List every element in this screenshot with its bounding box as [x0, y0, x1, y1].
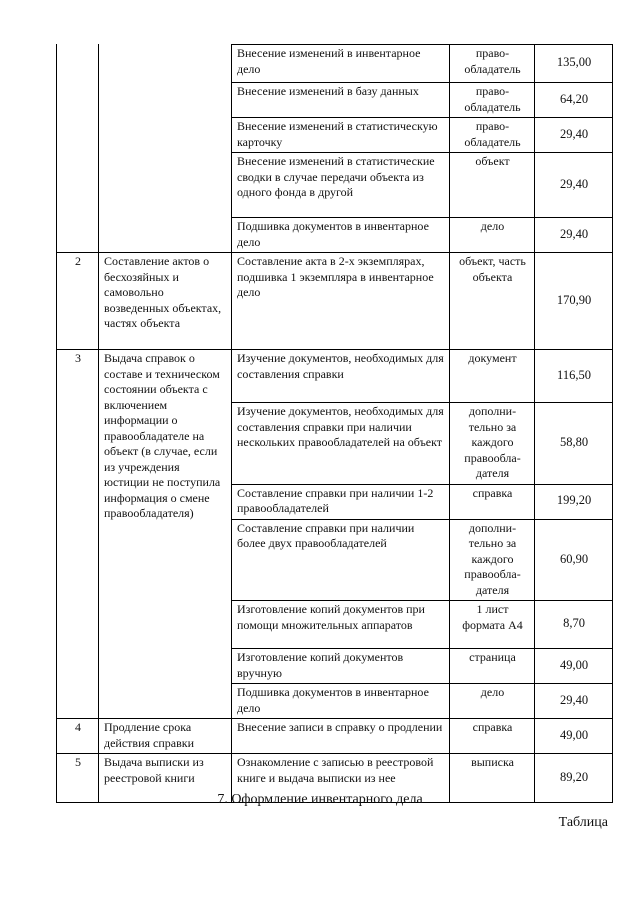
- price-cell: 49,00: [535, 719, 613, 754]
- unit-cell: дело: [450, 218, 535, 253]
- price-cell: 29,40: [535, 118, 613, 153]
- operation-cell: Внесение изменений в инвентарное дело: [232, 45, 450, 83]
- price-cell: 29,40: [535, 218, 613, 253]
- price-cell: 49,00: [535, 649, 613, 684]
- operation-cell: Ознакомление с записью в реестровой книге и выдача выписки из нее: [232, 754, 450, 803]
- price-cell: 89,20: [535, 754, 613, 803]
- operation-cell: Изготовление копий документов при помощи множительных аппаратов: [232, 601, 450, 649]
- price-cell: 199,20: [535, 484, 613, 519]
- table-row: [57, 253, 613, 350]
- section-caption: 7. Оформление инвентарного дела: [217, 792, 423, 807]
- operation-cell: Изготовление копий документов вручную: [232, 649, 450, 684]
- operation-cell: Составление акта в 2-х экземплярах, подшивка 1 экземпляра в инвентарное дело: [232, 253, 450, 350]
- service-cell: Выдача выписки из реестровой книги: [99, 754, 232, 803]
- unit-cell: справка: [450, 719, 535, 754]
- unit-cell: объект: [450, 153, 535, 218]
- unit-cell: документ: [450, 350, 535, 403]
- table-row: [57, 719, 613, 754]
- operation-cell: Составление справки при наличии 1-2 правообладателей: [232, 484, 450, 519]
- price-cell: 170,90: [535, 253, 613, 350]
- row-number-cell: 5: [57, 754, 99, 803]
- table-row: [57, 350, 613, 403]
- operation-cell: Изучение документов, необходимых для составления справки: [232, 350, 450, 403]
- row-number-cell: 3: [57, 350, 99, 719]
- unit-cell: объект, часть объекта: [450, 253, 535, 350]
- operation-cell: Внесение изменений в базу данных: [232, 83, 450, 118]
- table-label: Таблица: [558, 815, 608, 830]
- price-cell: 64,20: [535, 83, 613, 118]
- price-cell: 116,50: [535, 350, 613, 403]
- unit-cell: справка: [450, 484, 535, 519]
- operation-cell: Подшивка документов в инвентарное дело: [232, 218, 450, 253]
- operation-cell: Подшивка документов в инвентарное дело: [232, 684, 450, 719]
- service-cell: [99, 45, 232, 253]
- operation-cell: Составление справки при наличии более двух правообладателей: [232, 519, 450, 601]
- price-cell: 8,70: [535, 601, 613, 649]
- unit-cell: страница: [450, 649, 535, 684]
- operation-cell: Изучение документов, необходимых для составления справки при наличии нескольких правообладателей на объект: [232, 403, 450, 485]
- row-number-cell: 2: [57, 253, 99, 350]
- service-cell: Продление срока действия справки: [99, 719, 232, 754]
- table-row: [57, 45, 613, 83]
- price-cell: 58,80: [535, 403, 613, 485]
- row-number-cell: [57, 45, 99, 253]
- unit-cell: 1 лист формата А4: [450, 601, 535, 649]
- price-table: [56, 44, 613, 803]
- unit-cell: выписка: [450, 754, 535, 803]
- unit-cell: право-обладатель: [450, 83, 535, 118]
- price-cell: 60,90: [535, 519, 613, 601]
- service-cell: Выдача справок о составе и техническом состоянии объекта с включением информации о правообладателе на объект (в случае, если из учреждения юстиции не поступила информация о смене правообладателя): [99, 350, 232, 719]
- row-number-cell: 4: [57, 719, 99, 754]
- unit-cell: дополни-тельно за каждого правообла-дателя: [450, 403, 535, 485]
- price-cell: 29,40: [535, 684, 613, 719]
- price-cell: 135,00: [535, 45, 613, 83]
- unit-cell: дело: [450, 684, 535, 719]
- unit-cell: право-обладатель: [450, 118, 535, 153]
- service-cell: Составление актов о бесхозяйных и самовольно возведенных объектах, частях объекта: [99, 253, 232, 350]
- operation-cell: Внесение изменений в статистические сводки в случае передачи объекта из одного фонда в другой: [232, 153, 450, 218]
- unit-cell: право-обладатель: [450, 45, 535, 83]
- unit-cell: дополни-тельно за каждого правообла-дателя: [450, 519, 535, 601]
- price-cell: 29,40: [535, 153, 613, 218]
- operation-cell: Внесение записи в справку о продлении: [232, 719, 450, 754]
- operation-cell: Внесение изменений в статистическую карточку: [232, 118, 450, 153]
